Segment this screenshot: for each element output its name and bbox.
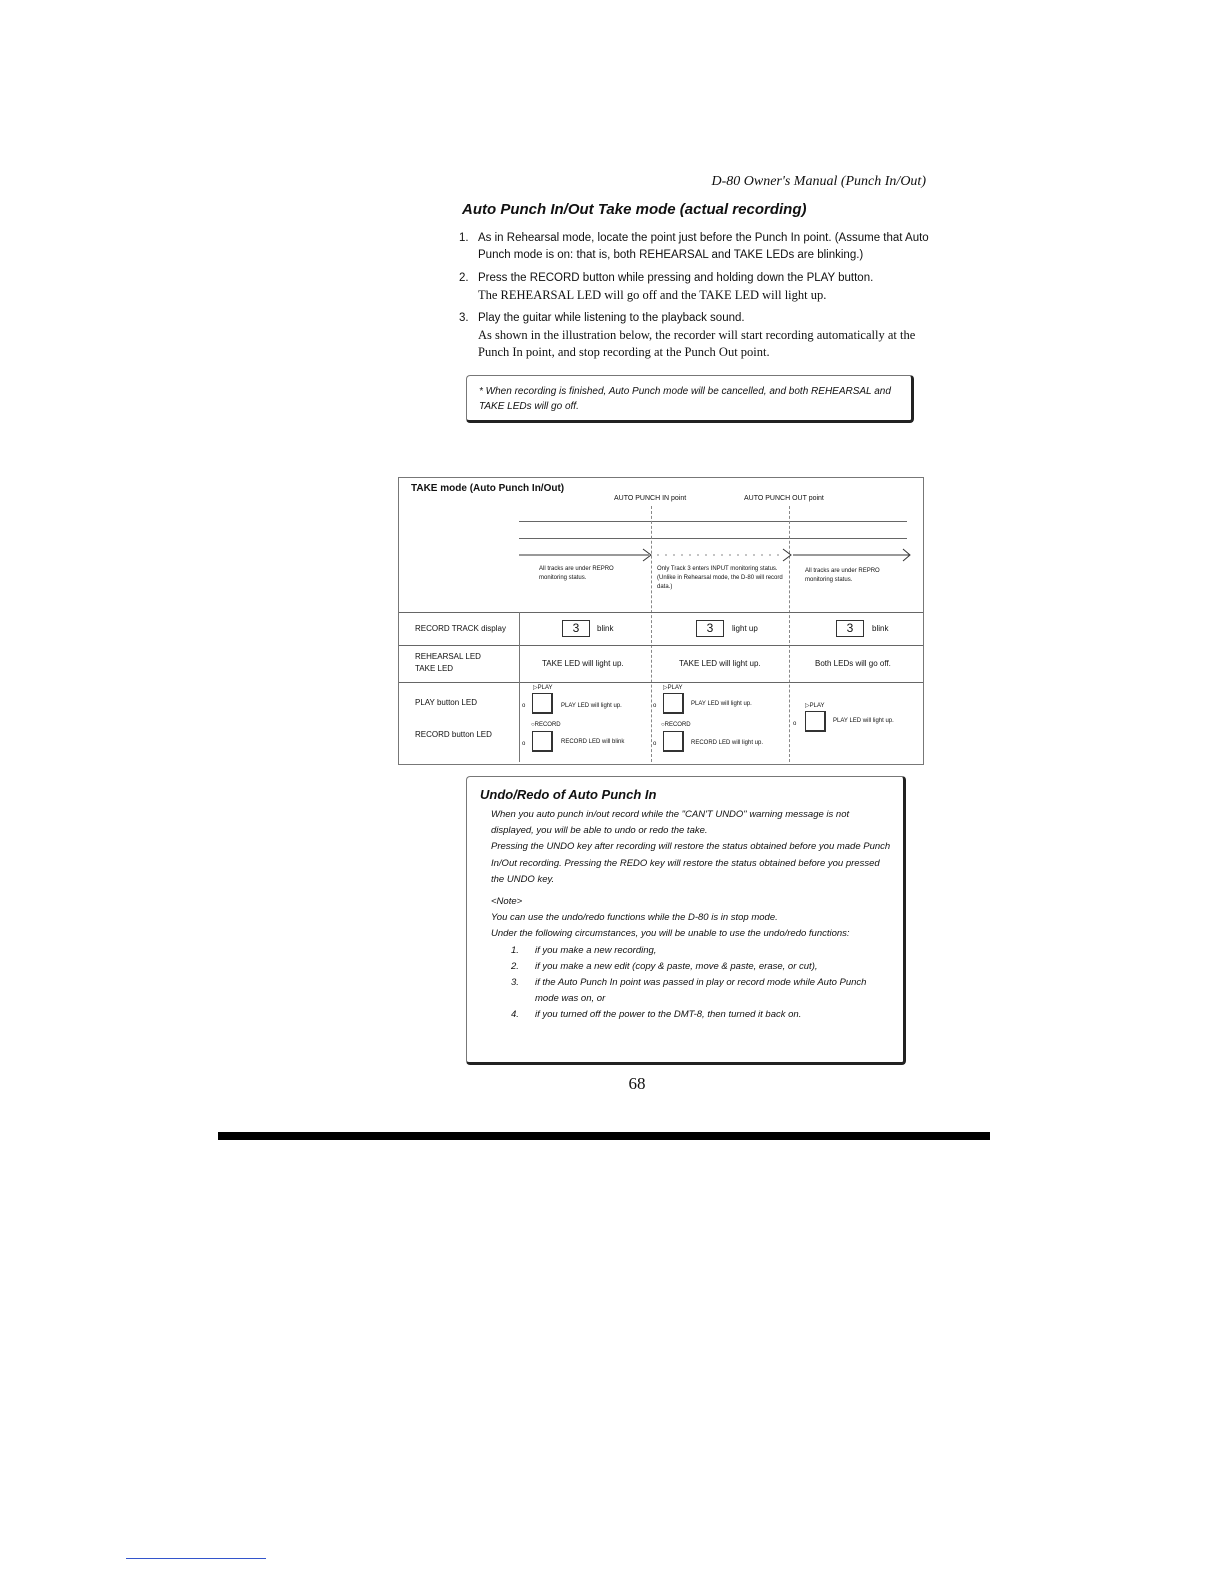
- note-text: * When recording is finished, Auto Punch mode will be cancelled, and both REHEARSAL and TAKE LEDs will go off.: [479, 386, 891, 412]
- label-column-divider: [519, 612, 520, 762]
- display-state: light up: [732, 624, 758, 633]
- play-key-label: ▷PLAY: [663, 685, 683, 691]
- display-state: blink: [872, 624, 889, 633]
- steps-list: [459, 230, 929, 367]
- led-state: Both LEDs will go off.: [815, 659, 891, 668]
- step-item: [459, 270, 929, 304]
- led-indicator-icon: o: [522, 703, 526, 709]
- note-label: <Note>: [491, 896, 523, 908]
- page-number: 68: [628, 1074, 646, 1093]
- punch-out-label: AUTO PUNCH OUT point: [744, 495, 824, 502]
- play-key-label: ▷PLAY: [533, 685, 553, 691]
- record-button-icon: [532, 731, 553, 752]
- led-state: TAKE LED will light up.: [679, 659, 761, 668]
- punch-out-marker: [789, 506, 790, 762]
- step-item: [459, 310, 929, 361]
- play-led-state: PLAY LED will light up.: [691, 701, 752, 707]
- led-indicator-icon: o: [653, 703, 657, 709]
- play-led-state: PLAY LED will light up.: [561, 703, 622, 709]
- record-led-state: RECORD LED will light up.: [691, 740, 764, 746]
- undo-paragraph: Pressing the UNDO key after recording will restore the status obtained before you made Punch In/Out recording. Pressing the REDO key will restore the status obtained before you pressed the UNDO key.: [491, 841, 891, 885]
- step-item: [459, 230, 929, 264]
- list-item-text: if you turned off the power to the DMT-8, then turned it back on.: [535, 1009, 802, 1021]
- zone-desc-during: Only Track 3 enters INPUT monitoring status. (Unlike in Rehearsal mode, the D-80 will record data.): [657, 566, 783, 590]
- step-detail: As shown in the illustration below, the recorder will start recording automatically at the Punch In point, and stop recording at the Punch Out point.: [478, 328, 916, 359]
- list-number: 3.: [511, 977, 519, 989]
- undo-paragraph: When you auto punch in/out record while the "CAN'T UNDO" warning message is not displayed, you will be able to undo or redo the take.: [491, 809, 850, 837]
- step-text: As in Rehearsal mode, locate the point just before the Punch In point. (Assume that Auto Punch mode is on: that is, both REHEARSAL and TAKE LEDs are blinking.): [478, 232, 929, 261]
- row-divider: [399, 645, 923, 646]
- row-divider: [399, 682, 923, 683]
- section-title: Auto Punch In/Out Take mode (actual recording): [462, 201, 807, 218]
- list-number: 1.: [511, 944, 519, 956]
- running-header: D-80 Owner's Manual (Punch In/Out): [711, 174, 926, 189]
- list-item: [511, 975, 891, 1007]
- undo-redo-box: [466, 776, 906, 1065]
- step-text: Play the guitar while listening to the playback sound.: [478, 312, 745, 324]
- record-led-state: RECORD LED will blink: [561, 739, 625, 745]
- list-number: 4.: [511, 1009, 519, 1021]
- timeline-line: [519, 521, 907, 522]
- undo-redo-body: [491, 807, 891, 1024]
- zone-arrows: [517, 548, 912, 562]
- take-mode-diagram: [398, 477, 924, 765]
- play-key-label: ▷PLAY: [805, 703, 825, 709]
- undo-redo-title: Undo/Redo of Auto Punch In: [480, 787, 657, 802]
- led-indicator-icon: o: [522, 741, 526, 747]
- play-led-state: PLAY LED will light up.: [833, 718, 894, 724]
- undo-paragraph: You can use the undo/redo functions while the D-80 is in stop mode.: [491, 912, 778, 924]
- bottom-rule: [218, 1132, 990, 1140]
- row-label-play-button: PLAY button LED: [415, 698, 477, 707]
- play-button-icon: [532, 693, 553, 714]
- step-number: 2.: [459, 272, 469, 284]
- step-number: 1.: [459, 232, 469, 244]
- row-label-record-button: RECORD button LED: [415, 730, 492, 739]
- list-item-text: if you make a new edit (copy & paste, move & paste, erase, or cut),: [535, 960, 818, 972]
- zone-desc-after: All tracks are under REPRO monitoring status.: [805, 568, 880, 583]
- led-indicator-icon: o: [653, 741, 657, 747]
- list-item: [511, 943, 891, 959]
- led-state: TAKE LED will light up.: [542, 659, 624, 668]
- record-key-label: ○RECORD: [661, 722, 691, 728]
- record-key-label: ○RECORD: [531, 722, 561, 728]
- circumstances-list: [491, 943, 891, 1024]
- punch-in-marker: [651, 506, 652, 762]
- list-number: 2.: [511, 960, 519, 972]
- play-button-icon: [663, 693, 684, 714]
- punch-in-label: AUTO PUNCH IN point: [614, 495, 687, 502]
- record-button-icon: [663, 731, 684, 752]
- row-label-rehearsal-led: REHEARSAL LED: [415, 652, 481, 661]
- timeline-line: [519, 538, 907, 539]
- list-item-text: if you make a new recording,: [535, 944, 657, 956]
- row-divider: [399, 612, 923, 613]
- row-label-take-led: TAKE LED: [415, 664, 454, 673]
- zone-desc-before: All tracks are under REPRO monitoring status.: [539, 566, 614, 581]
- list-item: [511, 959, 891, 975]
- step-detail: The REHEARSAL LED will go off and the TAKE LED will light up.: [478, 288, 827, 302]
- diagram-title: TAKE mode (Auto Punch In/Out): [411, 483, 565, 494]
- undo-paragraph: Under the following circumstances, you will be unable to use the undo/redo functions:: [491, 928, 850, 940]
- list-item-text: if the Auto Punch In point was passed in play or record mode while Auto Punch mode was on, or: [535, 977, 867, 1005]
- track-digit-display: 3: [836, 620, 864, 637]
- play-button-icon: [805, 711, 826, 732]
- list-item: [511, 1007, 891, 1023]
- footer-line: [126, 1558, 266, 1559]
- track-digit-display: 3: [562, 620, 590, 637]
- step-number: 3.: [459, 312, 469, 324]
- led-indicator-icon: o: [793, 721, 797, 727]
- note-box: [466, 375, 914, 423]
- step-text: Press the RECORD button while pressing and holding down the PLAY button.: [478, 272, 874, 284]
- track-digit-display: 3: [696, 620, 724, 637]
- row-label-record-track: RECORD TRACK display: [415, 624, 506, 633]
- display-state: blink: [597, 624, 614, 633]
